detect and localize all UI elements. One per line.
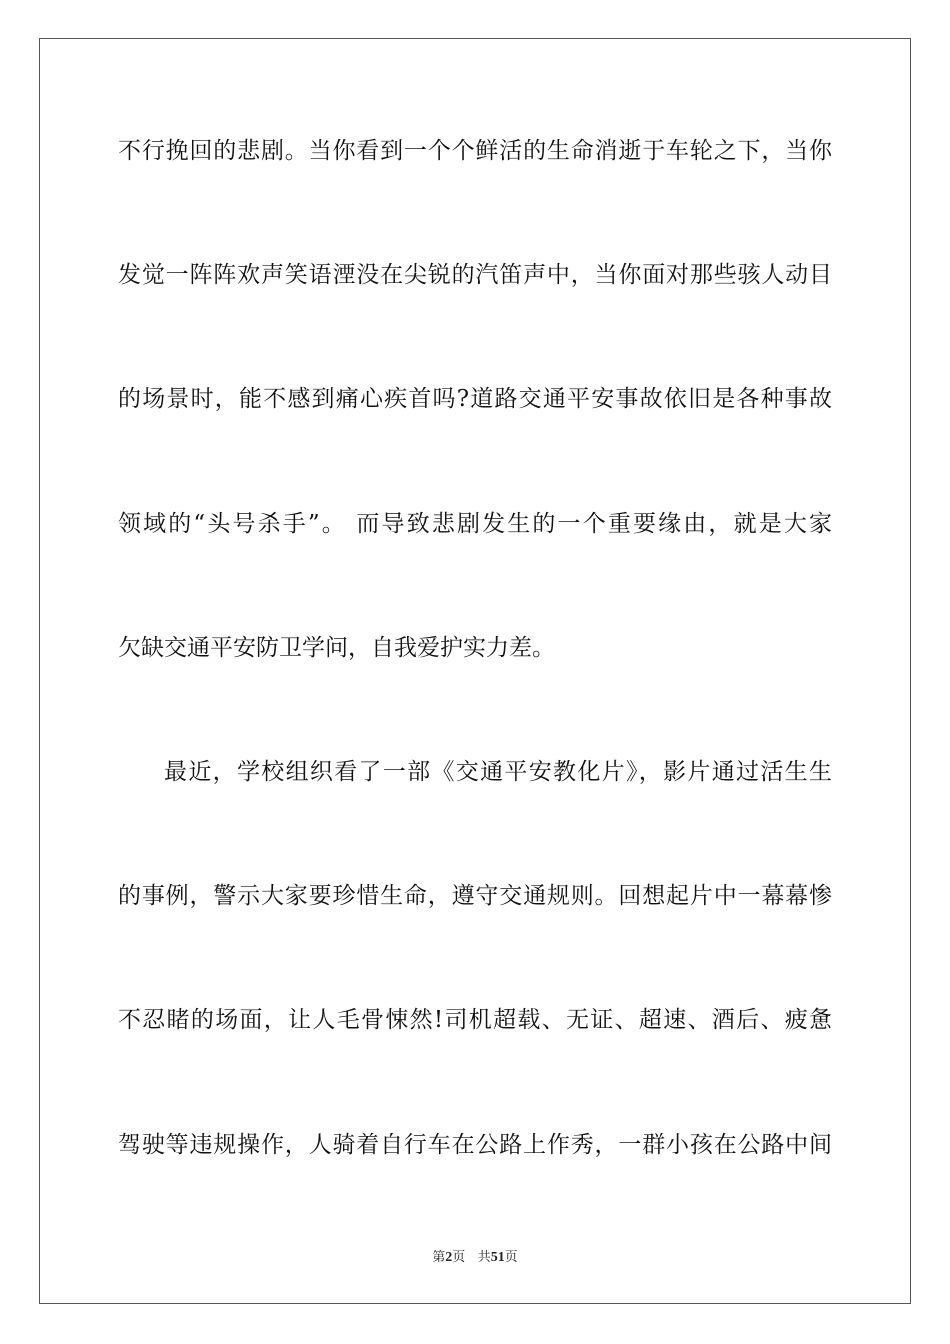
paragraph-first-line: 最近，学校组织看了一部《交通平安教化片》，影片通过活生生 <box>164 759 832 785</box>
body-text-line: 欠缺交通平安防卫学问，自我爱护实力差。 <box>118 635 555 661</box>
body-text-line: 驾驶等违规操作，人骑着自行车在公路上作秀，一群小孩在公路中间 <box>118 1132 832 1158</box>
body-text-line: 不忍睹的场面，让人毛骨悚然!司机超载、无证、超速、酒后、疲惫 <box>118 1007 832 1033</box>
body-text-line: 领域的“头号杀手”。 而导致悲剧发生的一个重要缘由，就是大家 <box>118 511 832 537</box>
footer-page-suffix: 页 <box>452 1250 466 1265</box>
footer-total-suffix: 页 <box>504 1250 518 1265</box>
footer-page-prefix: 第 <box>432 1250 446 1265</box>
body-text-line: 的场景时，能不感到痛心疾首吗?道路交通平安事故依旧是各种事故 <box>118 386 832 412</box>
body-text-line: 不行挽回的悲剧。当你看到一个个鲜活的生命消逝于车轮之下，当你 <box>118 138 832 164</box>
footer-total-pages: 51 <box>490 1250 505 1265</box>
body-text-line: 的事例，警示大家要珍惜生命，遵守交通规则。回想起片中一幕幕惨 <box>118 883 832 909</box>
body-text-line: 发觉一阵阵欢声笑语湮没在尖锐的汽笛声中，当你面对那些骇人动目 <box>118 262 832 288</box>
footer-page-number: 2 <box>445 1250 453 1265</box>
page-border <box>39 38 911 1304</box>
page-footer <box>0 1246 950 1266</box>
footer-total-prefix: 共 <box>477 1250 491 1265</box>
